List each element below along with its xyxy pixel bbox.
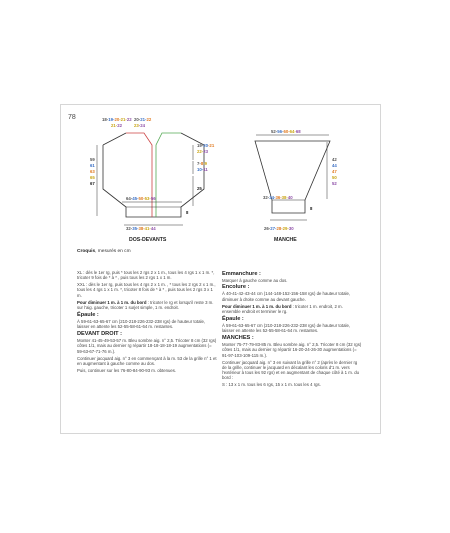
emmanchure-text: Marquer à gauche comme au dos. [222, 277, 288, 283]
page-number: 78 [68, 114, 76, 121]
dos-right-upper: 19-20-21 [197, 143, 215, 148]
left-column [77, 270, 217, 375]
svg-text:47: 47 [332, 169, 337, 174]
right-column [222, 270, 362, 389]
croquis-caption [77, 249, 131, 254]
epaule-text-2: À 59-61-63-65-67 cm (210-218-226-232-238 rgs) de hauteur totale, laisser en attente les 52-55-58-61-64 m. restantes. [222, 322, 351, 334]
svg-text:52: 52 [332, 181, 337, 186]
svg-text:59: 59 [90, 157, 95, 162]
epaule-heading-2: Épaule : [222, 315, 244, 322]
manches-text-3: S : 13 x 1 m. tous les 6 rgs, 15 x 1 m. tous les 4 rgs. [222, 382, 321, 388]
encolure-text: À 40-41-42-43-44 cm (144-148-152-156-158 rgs) de hauteur totale, diminuer à droite comme au devant gauche. [222, 291, 351, 302]
dos-right-mid: 7-8-9 [197, 161, 208, 166]
epaule-text: À 59-61-63-65-67 cm (210-218-226-232-238 rgs) de hauteur totale, laisser en attente les 52-55-58-61-64 m. restantes. [77, 318, 206, 330]
svg-text:61: 61 [90, 163, 95, 168]
xl-paragraph: XL : dès le 1er rg, puis * tous les 2 rgs 2 x 1 m., tous les 4 rgs 1 x 1 m. *, tricoter 9 fois de * à * , puis tous les 2 rgs 1 x 1 m. [77, 270, 215, 281]
dos-top-left: 18-19-20-21-22 [102, 117, 132, 122]
manche-cuff: 32-34-36-38-40 [263, 195, 293, 200]
svg-text:42: 42 [332, 157, 337, 162]
devant-text-2: Continuer jacquard aig. n° 3 en commençant à la m. 53 de la grille n° 1 et en augmentant à gauche comme au dos. [77, 355, 217, 366]
svg-text:63: 63 [90, 169, 95, 174]
decrease-text: Pour diminuer 1 m. à 1 m. du bord : tricoter 1 m. endroit, 2 m. ensemble endroit et terminer le rg. [222, 303, 343, 314]
svg-text:50: 50 [332, 175, 337, 180]
dos-right-upper2: 22-23 [197, 149, 208, 154]
manches-text-2: Continuer jacquard aig. n° 3 en suivant la grille n° 2 (après le dernier rg de la grille, continuer le jacquard en décalant les coloris d'1 m. vers l'extérieur à tous les 92 rgs) et en augmentant de chaque côté à 1 m. du bord : [222, 359, 359, 381]
dos-top-left2: 21-22 [111, 123, 122, 128]
dos-top-right2: 23-24 [134, 123, 145, 128]
manche-label: MANCHE [274, 237, 297, 243]
dos-right-mid2: 10-11 [197, 167, 208, 172]
svg-text:67: 67 [90, 181, 95, 186]
devant-text-3: Puis, continuer sur les 76-80-84-90-93 m. obtenues. [77, 367, 177, 373]
svg-text:65: 65 [90, 175, 95, 180]
manche-top: 52-56-60-64-68 [271, 129, 301, 134]
devant-text-1: Monter 41-45-49-53-57 m. Bleu sombre aig. n° 2,5. Tricoter 8 cm (32 rgs) côtes 1/1, mais au dernier rg répartir 18-18-18-18-19 augmentations (= 59-63-67-71-76 m.). [77, 338, 217, 354]
dos-devants-label: DOS-DEVANTS [129, 237, 167, 243]
decrease-paragraph: Pour diminuer 1 m. à 1 m. du bord : tricoter le rg et lorsqu'il reste 3 m. sur l'aig. gauche, tricoter 1 surjet simple, 1 m. endroit. [77, 299, 214, 310]
xxl-paragraph: XXL : dès le 1er rg, puis tous les 4 rgs 2 x 1 m. , * tous les 2 rgs 2 x 1 m., tous les 4 rgs 1 x 1 m. *, tricoter 8 fois de * à * , puis tous les 2 rgs 3 x 1 m. [77, 282, 216, 298]
epaule-heading: Épaule : [77, 311, 99, 318]
dos-top-right1: 20-21-22 [134, 117, 152, 122]
encolure-heading: Encolure : [222, 284, 250, 291]
emmanchure-heading: Emmanchure : [222, 270, 261, 277]
croquis-subtitle: , mesurés en cm [95, 249, 131, 254]
dos-side-8: 8 [186, 210, 189, 215]
svg-text:44: 44 [332, 163, 337, 168]
manche-side-8: 8 [310, 206, 313, 211]
croquis-title: Croquis [77, 249, 96, 254]
dos-left-measure [90, 145, 97, 216]
manches-heading: MANCHES : [222, 335, 254, 342]
dos-bottom-width: 64-45-50-53-56 [126, 196, 156, 201]
devant-droit-heading: DEVANT DROIT : [77, 331, 122, 338]
manche-bottom: 26-27-28-29-30 [264, 226, 294, 231]
manche-diagram [255, 141, 330, 213]
manche-right-measure [327, 142, 337, 199]
dos-devants-diagram [103, 133, 204, 217]
manches-text-1: Monter 75-77-79-83-85 m. Bleu sombre aig. n° 2,5. Tricoter 8 cm (32 rgs) côtes 1/1, mais au dernier rg répartir 16-20-24-26-30 augmentations (= 91-97-103-109-115 m.). [222, 342, 362, 358]
dos-right-25: 25 [197, 186, 202, 191]
dos-bottom: 32-35-38-41-44 [126, 226, 156, 231]
